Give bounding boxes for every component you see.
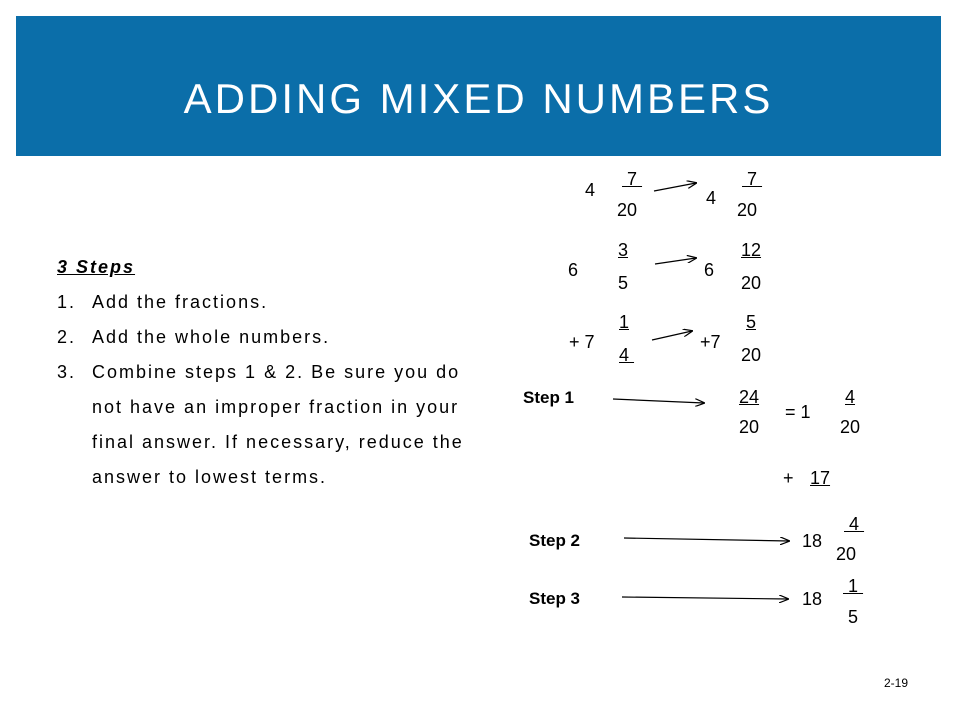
step3-denominator: 5 <box>848 607 859 627</box>
whole-sum-plus: + <box>783 468 794 488</box>
row2-denominator: 5 <box>618 273 629 293</box>
step2-label: Step 2 <box>529 531 581 550</box>
row1-numerator: 7 <box>627 169 638 189</box>
arrow-row-1 <box>654 183 696 191</box>
row1-denominator: 20 <box>617 200 638 220</box>
row3-numerator-converted: 5 <box>746 312 757 332</box>
row1-denominator-converted: 20 <box>737 200 758 220</box>
row2-numerator: 3 <box>618 240 629 260</box>
row2-denominator-converted: 20 <box>741 273 762 293</box>
step2-numerator: 4 <box>849 514 860 534</box>
row2-numerator-converted: 12 <box>741 240 762 260</box>
row3-whole-converted: +7 <box>700 332 721 352</box>
step-text: Combine steps 1 & 2. Be sure you do not have an improper fraction in your final answer. If necessary, reduce the answer to lowest terms. <box>92 362 464 487</box>
arrow-step-3 <box>622 597 788 599</box>
step1-numerator: 24 <box>739 387 760 407</box>
row3-denominator: 4 <box>619 345 630 365</box>
row1-whole: 4 <box>585 180 596 200</box>
step1-result-numerator: 4 <box>845 387 856 407</box>
step-number: 1. <box>57 292 77 312</box>
row2-whole-converted: 6 <box>704 260 715 280</box>
step1-label: Step 1 <box>523 388 575 407</box>
row2-whole: 6 <box>568 260 579 280</box>
row1-whole-converted: 4 <box>706 188 717 208</box>
row3-whole: + 7 <box>569 332 595 352</box>
step3-numerator: 1 <box>848 576 859 596</box>
step3-whole: 18 <box>802 589 823 609</box>
step2-denominator: 20 <box>836 544 857 564</box>
step-number: 3. <box>57 362 77 382</box>
steps-heading: 3 Steps <box>57 257 136 277</box>
whole-sum-value: 17 <box>810 468 831 488</box>
step-number: 2. <box>57 327 77 347</box>
step1-equals-whole: = 1 <box>785 402 811 422</box>
step2-whole: 18 <box>802 531 823 551</box>
arrow-row-2 <box>655 258 696 264</box>
step-text: Add the whole numbers. <box>92 327 331 347</box>
arrow-step-2 <box>624 538 789 541</box>
step1-denominator: 20 <box>739 417 760 437</box>
row3-denominator-converted: 20 <box>741 345 762 365</box>
step-text: Add the fractions. <box>92 292 269 312</box>
slide-title: ADDING MIXED NUMBERS <box>183 75 774 122</box>
slide-number: 2-19 <box>884 676 909 690</box>
arrow-row-3 <box>652 331 692 340</box>
arrow-step-1 <box>613 399 704 403</box>
row3-numerator: 1 <box>619 312 630 332</box>
step1-result-denominator: 20 <box>840 417 861 437</box>
step3-label: Step 3 <box>529 589 581 608</box>
row1-numerator-converted: 7 <box>747 169 758 189</box>
